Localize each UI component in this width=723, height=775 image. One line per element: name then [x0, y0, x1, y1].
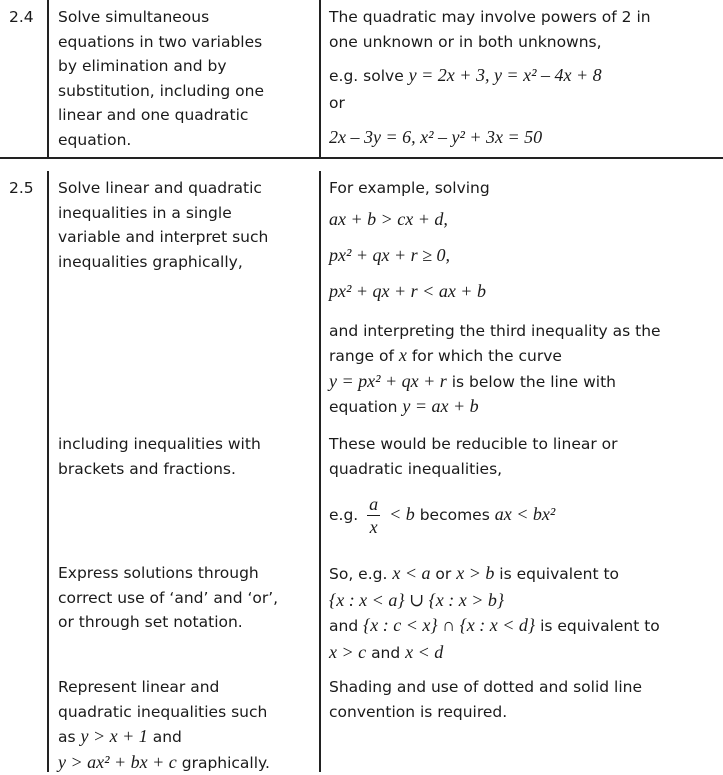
text-fragment: and — [371, 643, 401, 662]
text-fragment: as — [58, 728, 76, 747]
text-line: quadratic inequalities such — [58, 702, 268, 721]
text-fragment: becomes — [419, 506, 490, 525]
text-line: equations in two variables — [58, 32, 263, 51]
text-line — [329, 640, 719, 667]
math-variable: x — [398, 345, 407, 366]
text-line: Solve simultaneous — [58, 8, 210, 26]
guidance-text — [329, 176, 719, 420]
text-line — [58, 750, 320, 775]
inequality: x > b — [456, 563, 495, 583]
inequality: ax + b > cx + d, — [329, 208, 448, 229]
inequality: px² + qx + r ≥ 0, — [329, 244, 451, 265]
text-line: These would be reducible to linear or — [329, 435, 618, 453]
equation: 2x – 3y = 6, x² – y² + 3x = 50 — [329, 126, 543, 147]
fraction-denominator: x — [369, 517, 378, 538]
inequality: px² + qx + r < ax + b — [329, 280, 486, 301]
text-line — [329, 394, 719, 420]
text-line — [58, 724, 320, 750]
text-fragment: equation — [329, 398, 398, 417]
inequality: ax < bx² — [494, 504, 556, 525]
text-line: variable and interpret such — [58, 228, 269, 247]
inequality: < b — [389, 504, 415, 525]
set-notation: {x : c < x} ∩ {x : x < d} — [363, 615, 536, 635]
text-line — [329, 613, 719, 640]
guidance-text — [329, 561, 719, 666]
text-line: The quadratic may involve powers of 2 in — [329, 8, 651, 26]
equation: y = px² + qx + r — [329, 370, 447, 391]
text-line — [329, 343, 719, 369]
text-line — [329, 369, 719, 395]
text-line: For example, solving — [329, 179, 490, 197]
inequality: x > c — [329, 641, 367, 662]
text-line: correct use of ‘and’ and ‘or’, — [58, 588, 279, 607]
text-line: by elimination and by — [58, 57, 227, 76]
inequality: x < d — [405, 641, 444, 662]
text-line: inequalities in a single — [58, 203, 232, 222]
text-line: brackets and fractions. — [58, 459, 236, 478]
example-label: e.g. — [329, 506, 359, 525]
equation: y = ax + b — [402, 396, 479, 417]
text-line: Shading and use of dotted and solid line — [329, 678, 642, 696]
row-separator — [0, 157, 723, 159]
section-number: 2.5 — [9, 179, 34, 197]
text-line: Express solutions through — [58, 564, 259, 582]
objective-text — [58, 176, 320, 274]
text-line — [329, 561, 719, 588]
objective-text — [58, 675, 320, 775]
text-line: substitution, including one — [58, 81, 265, 100]
text-fragment: or — [435, 565, 452, 583]
text-line: Represent linear and — [58, 678, 220, 696]
text-line: and interpreting the third inequality as the — [329, 321, 661, 340]
column-divider-left — [47, 0, 49, 157]
fraction — [367, 493, 380, 538]
set-notation: {x : x < a} ∪ {x : x > b} — [329, 589, 505, 610]
text-line: Solve linear and quadratic — [58, 179, 262, 197]
text-fragment: is equivalent to — [499, 565, 620, 583]
text-fragment: for which the curve — [411, 347, 562, 366]
example-line — [329, 489, 719, 540]
text-fragment: is below the line with — [451, 372, 616, 391]
text-line: linear and one quadratic — [58, 106, 249, 125]
guidance-text — [329, 675, 719, 724]
example-label: e.g. solve — [329, 67, 404, 86]
objective-text — [58, 561, 320, 635]
equation: y = 2x + 3, y = x² – 4x + 8 — [408, 65, 602, 86]
objective-text — [58, 432, 320, 481]
objective-text — [58, 5, 320, 153]
text-line: or through set notation. — [58, 613, 243, 632]
text-line: one unknown or in both unknowns, — [329, 32, 602, 51]
section-number: 2.4 — [9, 8, 34, 26]
text-fragment: and — [329, 617, 359, 635]
inequality: y > x + 1 — [80, 726, 148, 747]
inequality: y > ax² + bx + c — [58, 751, 177, 772]
or-label: or — [329, 94, 345, 113]
column-divider-left — [47, 171, 49, 772]
text-fragment: So, e.g. — [329, 565, 388, 583]
text-line: including inequalities with — [58, 435, 261, 453]
text-line: equation. — [58, 130, 132, 149]
text-fragment: graphically. — [181, 753, 270, 772]
example-line — [329, 60, 719, 91]
text-fragment: is equivalent to — [540, 617, 660, 635]
text-fragment: and — [152, 728, 182, 747]
text-line: convention is required. — [329, 702, 508, 721]
inequality: x < a — [392, 563, 431, 583]
text-fragment: range of — [329, 347, 394, 366]
fraction-numerator: a — [369, 494, 379, 515]
guidance-text — [329, 5, 719, 152]
text-line: quadratic inequalities, — [329, 459, 503, 478]
guidance-text — [329, 432, 719, 540]
text-line: inequalities graphically, — [58, 252, 243, 271]
